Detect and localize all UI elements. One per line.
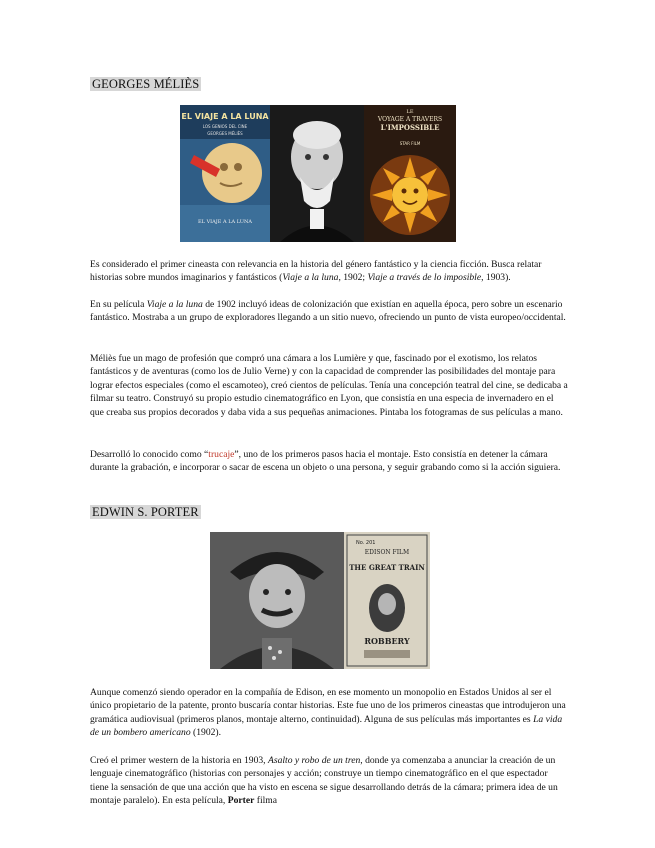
p1-title-viaje-luna: Viaje a la luna [282, 272, 339, 284]
poster-imposible-line2: VOYAGE A TRAVERS [377, 116, 443, 123]
p2-text-a: En su película [90, 299, 147, 310]
svg-text:EL VIAJE A LA LUNA: EL VIAJE A LA LUNA [198, 219, 252, 225]
poster-luna-title: EL VIAJE A LA LUNA [181, 112, 269, 121]
porter-image-strip [210, 532, 430, 669]
paragraph-porter-2 [90, 754, 568, 808]
p1-text-b: , 1902; [338, 272, 368, 284]
p4-trucaje-term: trucaje [208, 449, 235, 460]
p5-text-b: (1902). [190, 727, 222, 739]
p6-title-asalto: Asalto y robo de un tren [267, 755, 361, 766]
heading-melies: GEORGES MÉLIÈS [92, 77, 200, 91]
p5-text-a: Aunque comenzó siendo operador en la compañía de Edison, en ese momento un monopolio en Estados Unidos al ser el único propietario de la patente, pronto buscaría contar historias. Este fue uno de los primeros cineastas que introdujeron una gramática audiovisual (primeros planos, montaje alterno, continuidad). Alguna de sus películas más importantes es [90, 687, 566, 725]
poster-luna-author: GEORGES MÉLIÈS [207, 131, 243, 136]
paragraph-melies-1 [90, 258, 568, 285]
poster-train-edison: EDISON FILM [364, 549, 410, 556]
p1-title-viaje-imposible: Viaje a través de lo imposible [367, 272, 482, 284]
poster-train-number: No. 201 [356, 540, 376, 546]
portrait-porter-image [210, 532, 344, 669]
p4-text-a: Desarrolló lo conocido como “ [90, 449, 209, 460]
poster-imposible-line3: L'IMPOSSIBLE [380, 123, 440, 132]
p1-text-a: Es considerado el primer cineasta con relevancia en la historia del género fantástico y la ciencia ficción. Busca relatar historias sobre mundos imaginarios y fantásticos ( [90, 259, 542, 284]
poster-great-train-robbery-image [344, 532, 430, 669]
portrait-melies-image [270, 105, 364, 242]
p6-text-b: , donde ya comenzaba a anunciar la creación de un lenguaje cinematográfico (historias con personajes y acción; construye un tiempo cinematográfico en el que espectador tiene la sensación de que una acción que ha visto en escena se sigue desarrollando detrás de la cámara; primera idea de un montaje paralelo). En esta película, [90, 755, 558, 807]
poster-train-robbery: ROBBERY [364, 636, 410, 646]
paragraph-melies-2 [90, 298, 568, 325]
p6-text-c: filma [254, 795, 278, 807]
poster-imposible-line4: STAR FILM [399, 141, 421, 146]
poster-viaje-luna-image [180, 105, 270, 242]
melies-image-strip [180, 105, 456, 242]
p2-text-b: de 1902 incluyó ideas de colonización que existían en aquella época, pero sobre un escenario fantástico. Mostraba a un grupo de exploradores llegando a un sitio nuevo, ofreciendo un punto de vista europeo/occidental. [90, 299, 566, 324]
p5-title-bombero: La vida de un bombero americano [90, 713, 563, 739]
heading-porter: EDWIN S. PORTER [92, 505, 199, 519]
p6-text-a: Creó el primer western de la historia en 1903, [90, 755, 268, 766]
paragraph-melies-4 [90, 448, 568, 475]
paragraph-melies-3: Méliès fue un mago de profesión que compró una cámara a los Lumière y que, fascinado por el exotismo, los relatos fantásticos y de aventuras (como los de Julio Verne) y con la capacidad de comprender las posibilidades del montaje para lograr efectos especiales (como el escamoteo), creó cientos de películas. Tenía una concepción teatral del cine, se dedicaba a filmar su teatro. Construyó su propio estudio cinematográfico en Lyon, que consistía en una especia de invernadero en el que creaba sus propios decorados y daba vida a sus pequeñas animaciones. Pintaba los fotogramas de sus películas a mano. [90, 353, 568, 418]
paragraph-porter-1 [90, 686, 568, 740]
p4-text-b: ”, uno de los primeros pasos hacia el montaje. Esto consistía en detener la cámara durante la grabación, e incorporar o sacar de escena un objeto o una persona, y seguir grabando como si la acción siguiera. [90, 449, 561, 474]
p1-text-c: , 1903). [481, 272, 511, 284]
poster-imposible-line1: LE [406, 109, 414, 115]
poster-viaje-imposible-image [364, 105, 456, 242]
p2-title-viaje-luna: Viaje a la luna [146, 299, 203, 310]
p6-porter-bold: Porter [227, 795, 255, 807]
poster-train-title: THE GREAT TRAIN [349, 563, 425, 572]
poster-luna-subtitle: LOS GENIOS DEL CINE [202, 124, 248, 129]
